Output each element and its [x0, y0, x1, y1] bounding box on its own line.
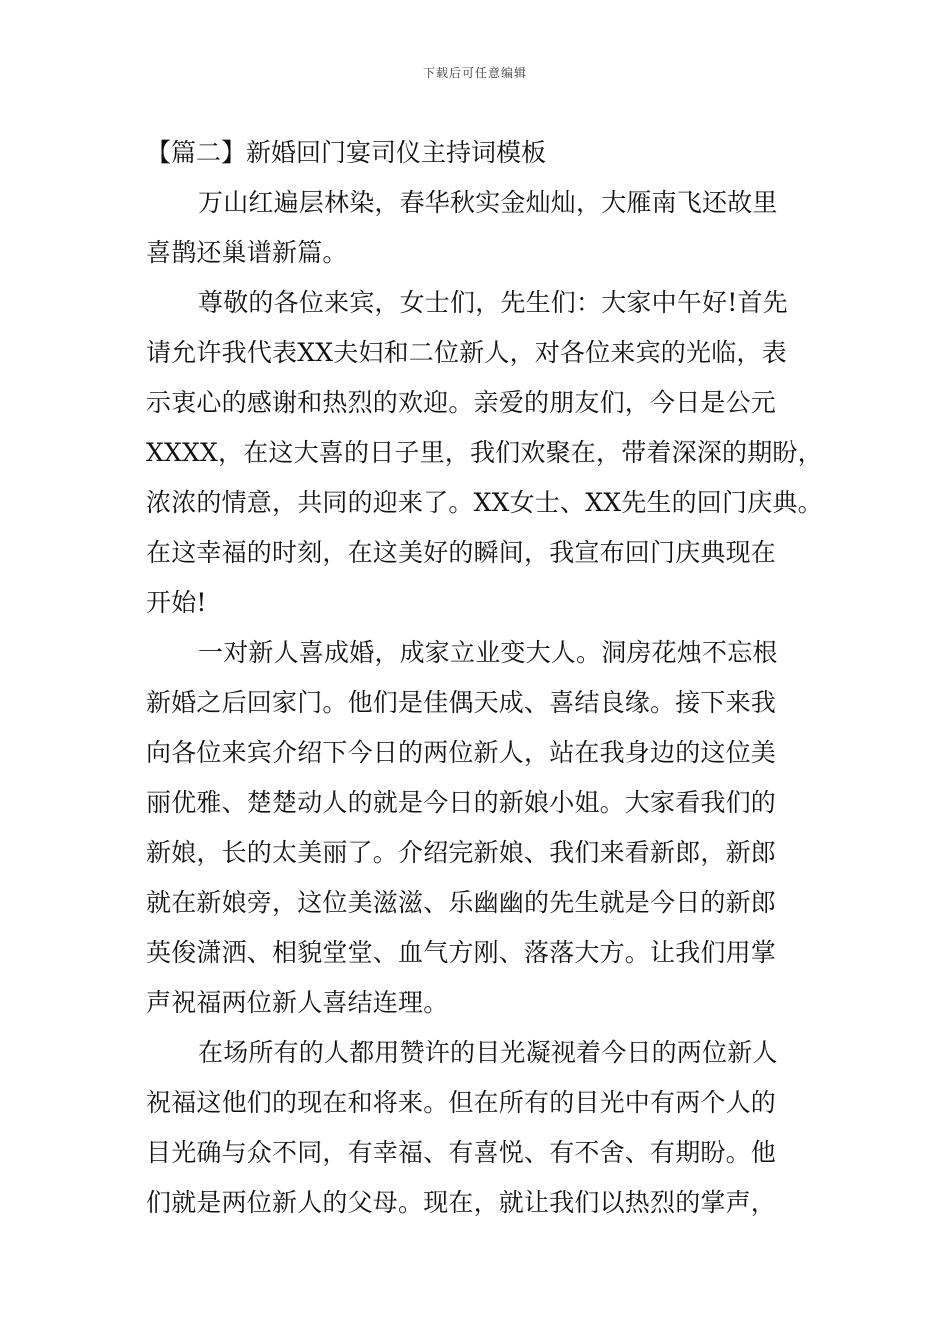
paragraph-3 [146, 628, 826, 1028]
paragraph-line: 示衷心的感谢和热烈的欢迎。亲爱的朋友们，今日是公元 [146, 388, 777, 417]
paragraph-1 [146, 178, 826, 278]
paragraph-line: 开始! [146, 588, 207, 617]
paragraph-line: 喜鹊还巢谱新篇。 [146, 238, 348, 267]
paragraph-line: 目光确与众不同，有幸福、有喜悦、有不舍、有期盼。他 [146, 1138, 777, 1167]
paragraph-line: 一对新人喜成婚，成家立业变大人。洞房花烛不忘根 [198, 638, 778, 667]
paragraph-line: 在这幸福的时刻，在这美好的瞬间，我宣布回门庆典现在 [146, 538, 777, 567]
paragraph-line: 尊敬的各位来宾，女士们，先生们：大家中午好!首先 [198, 288, 788, 317]
paragraph-line: 万山红遍层林染，春华秋实金灿灿，大雁南飞还故里 [198, 188, 778, 217]
paragraph-line: 新婚之后回家门。他们是佳偶天成、喜结良缘。接下来我 [146, 688, 777, 717]
paragraph-line: 英俊潇洒、相貌堂堂、血气方刚、落落大方。让我们用掌 [146, 938, 777, 967]
paragraph-2 [146, 278, 826, 628]
document-body [146, 128, 826, 1228]
paragraph-line: XXXX，在这大喜的日子里，我们欢聚在，带着深深的期盼， [146, 438, 823, 467]
paragraph-line: 请允许我代表XX夫妇和二位新人，对各位来宾的光临，表 [146, 338, 787, 367]
paragraph-line: 在场所有的人都用赞许的目光凝视着今日的两位新人 [198, 1038, 778, 1067]
paragraph-4 [146, 1028, 826, 1228]
page-header-note: 下载后可任意编辑 [422, 66, 527, 80]
paragraph-line: 就在新娘旁，这位美滋滋、乐幽幽的先生就是今日的新郎 [146, 888, 777, 917]
paragraph-line: 向各位来宾介绍下今日的两位新人，站在我身边的这位美 [146, 738, 777, 767]
paragraph-line: 新娘，长的太美丽了。介绍完新娘、我们来看新郎，新郎 [146, 838, 777, 867]
paragraph-line: 丽优雅、楚楚动人的就是今日的新娘小姐。大家看我们的 [146, 788, 777, 817]
paragraph-line: 祝福这他们的现在和将来。但在所有的目光中有两个人的 [146, 1088, 777, 1117]
paragraph-line: 声祝福两位新人喜结连理。 [146, 988, 449, 1017]
paragraph-line: 浓浓的情意，共同的迎来了。XX女士、XX先生的回门庆典。 [146, 488, 823, 517]
document-title: 【篇二】新婚回门宴司仪主持词模板 [146, 138, 547, 167]
paragraph-line: 们就是两位新人的父母。现在，就让我们以热烈的掌声， [146, 1188, 777, 1217]
